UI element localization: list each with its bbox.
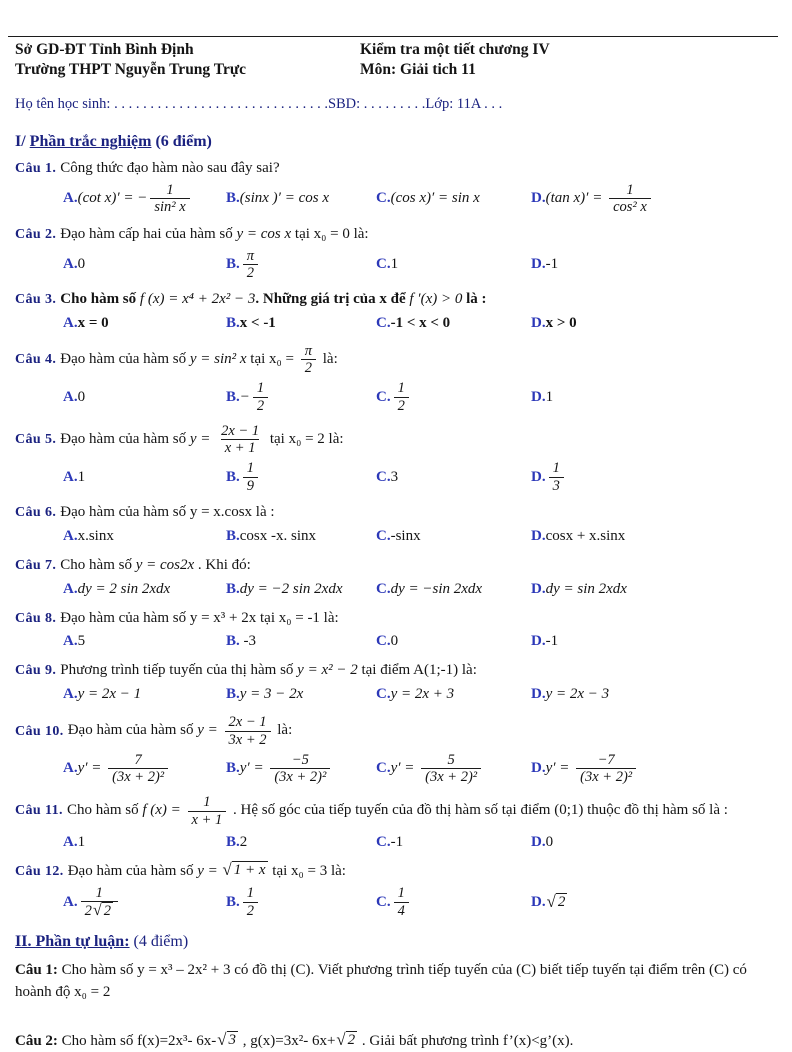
answer-option: B. 2 [226,833,248,850]
radical: √ 2 [92,900,112,919]
answer-options-row [63,683,778,706]
answer-option: B. − $\frac{1}{2}$ [226,379,376,414]
option-letter: D. [531,580,546,597]
answer-option: D. y = 2x − 3 [531,686,610,703]
question [15,608,778,654]
section-1-points: (6 điểm) [151,133,212,151]
answer-options-row [63,379,778,414]
answer-option: D. -1 [531,255,559,272]
answer-option: B. dy = −2 sin 2xdx [226,580,343,597]
question-number: Câu 5. [15,432,57,447]
option-letter: B. [226,190,240,207]
option-letter: A. [63,686,78,703]
section-2-title [15,933,778,951]
question-stem: Câu 9. Phương trình tiếp tuyến của thị hàm số y = x² − 2 tại điểm A(1;-1) là: [15,662,477,679]
question [15,793,778,853]
answer-option: A. 1 [63,468,86,485]
fraction: $\frac{2x - 1}{x + 1}$ [221,422,260,457]
question [15,342,778,415]
question [15,289,778,335]
answer-option: C. 3 [376,468,399,485]
answer-option: C. dy = −sin 2xdx [376,580,483,597]
question [15,555,778,601]
question-stem: Câu 2. Đạo hàm cấp hai của hàm số y = cos x tại x₀ = 0 là: [15,225,369,242]
answer-option: B. x < -1 [226,314,276,331]
fraction: $\frac{1}{9}$ [243,460,258,493]
answer-option: D. 1 [531,388,554,405]
option-letter: D. [531,527,546,544]
option-letter: A. [63,580,78,597]
answer-option: A. 0 [63,255,86,272]
answer-option: D. dy = sin 2xdx [531,580,627,597]
essay-question: Câu 2: Cho hàm số f(x)=2x³- 6x- √ 3 , g(x)=3x²- 6x+ √ 2 . Giải bất phương trình f’(x)<g’(x). [15,1029,574,1049]
answer-option: A. dy = 2 sin 2xdx [63,580,171,597]
option-letter: D. [531,468,546,485]
answer-option: C. 0 [376,633,399,650]
section-1-numeral: I/ [15,133,30,151]
option-letter: A. [63,468,78,485]
question-number: Câu 2. [15,226,57,242]
option-letter: A. [63,190,78,207]
radical: √ 1 + x [222,859,266,879]
option-letter: C. [376,468,391,485]
radical-sign: √ [222,859,232,879]
question-stem: Câu 5. Đạo hàm của hàm số y = $\frac{2x - 1}{x + 1}$ tại x₀ = 2 là: [15,422,344,457]
answer-option: C. -1 < x < 0 [376,314,451,331]
question-number: Câu 10. [15,723,64,739]
radical: √ 2 [546,891,566,911]
answer-option [376,379,531,414]
answer-option: A. 5 [63,633,86,650]
answer-options-row [63,630,778,653]
answer-option [63,884,226,921]
option-letter: D. [531,833,546,850]
option-letter: C. [376,388,391,405]
exam-header [15,40,778,80]
option-letter: C. [376,893,391,910]
answer-option: B. cosx -x. sinx [226,527,317,544]
answer-option: D. y′ = $\frac{-7}{\text{(3x + 2)²}}$ [531,751,778,786]
option-letter: C. [376,633,391,650]
question-stem: Câu 8. Đạo hàm của hàm số y = x³ + 2x tại x₀ = -1 là: [15,609,339,626]
answer-option [376,884,531,919]
question-stem: Câu 3. Cho hàm số f (x) = x⁴ + 2x² − 3. Những giá trị của x để f ′(x) > 0 là : [15,291,487,307]
fraction: $\frac{7}{\text{(3x + 2)²}}$ [108,752,168,785]
option-letter: A. [63,255,78,272]
question [15,158,778,216]
option-letter: A. [63,388,78,405]
answer-options-row [63,884,778,921]
option-letter: D. [531,893,546,910]
section-2-name: II. Phần tự luận: [15,932,130,950]
option-letter: A. [63,833,78,850]
student-info-line: Họ tên học sinh: . . . . . . . . . . . . . . . . . . . . . . . . . . . . . .SBD: . . . . . . . . .Lớp: 11A . . . [15,96,503,113]
exam-subject: Môn: Giải tich 11 [360,61,476,79]
radical-sign: √ [336,1029,346,1049]
question [15,422,778,495]
answer-option: D. 0 [531,833,554,850]
answer-option: D. cosx + x.sinx [531,527,626,544]
essay-question-label: Câu 2: [15,1032,62,1049]
answer-options-row [63,751,778,786]
question-stem: Câu 10. Đạo hàm của hàm số y = $\frac{2x - 1}{3x + 2}$ là: [15,714,293,748]
option-letter: B. [226,314,240,331]
option-letter: C. [376,314,391,331]
option-letter: B. [226,633,240,650]
option-letter: B. [226,686,240,703]
answer-option: A. (cot x)′ = − $\frac{1}{\text{sin² x}}$ [63,181,226,216]
radical-sign: √ [546,891,556,911]
question [15,660,778,706]
question-stem: Câu 11. Cho hàm số f (x) = $\frac{1}{x + 1}$ . Hệ số góc của tiếp tuyến của đồ thị hàm số tại điểm (0;1) thuộc đồ thị hàm số là : [15,794,728,828]
option-letter: C. [376,255,391,272]
essay-list [15,959,778,1052]
option-letter: D. [531,633,546,650]
answer-option: B. y = 3 − 2x [226,686,304,703]
answer-option [226,884,376,919]
option-letter: D. [531,314,546,331]
exam-title: Kiểm tra một tiết chương IV [360,41,550,58]
answer-option: A. 1 [63,833,86,850]
answer-option: C. y = 2x + 3 [376,686,455,703]
answer-options-row [63,247,778,282]
fraction: $\frac{1}{2}$ [394,380,409,413]
fraction: 1 2 √ 2 [81,885,118,920]
fraction: $\frac{\pi}{2}$ [243,248,258,281]
option-letter: D. [531,686,546,703]
fraction: $\frac{1}{2}$ [243,885,258,918]
option-letter: B. [226,388,240,405]
answer-option: C. y′ = $\frac{5}{\text{(3x + 2)²}}$ [376,751,531,786]
question-number: Câu 6. [15,504,57,520]
answer-options-row [63,459,778,494]
option-letter: B. [226,527,240,544]
fraction: $\frac{2x - 1}{3x + 2}$ [225,714,271,747]
essay-question-label: Câu 1: [15,961,62,978]
option-letter: A. [63,633,78,650]
question-number: Câu 1. [15,161,57,177]
question-stem: Câu 1. Công thức đạo hàm nào sau đây sai? [15,160,280,177]
fraction: $\frac{\pi}{2}$ [301,343,316,376]
school-name: Trường THPT Nguyễn Trung Trực [15,61,247,79]
radical-sign: √ [217,1029,227,1049]
fraction: $\frac{1}{2}$ [253,380,268,413]
option-letter: C. [376,686,391,703]
fraction: $\frac{1}{x + 1}$ [188,794,227,827]
answer-option: A. x.sinx [63,527,114,544]
fraction: $\frac{-5}{\text{(3x + 2)²}}$ [270,752,330,785]
question-stem: Câu 4. Đạo hàm của hàm số y = sin² x tại x₀ = $\frac{\pi}{2}$ là: [15,342,338,377]
radical: √ 3 [217,1029,236,1049]
question-number: Câu 11. [15,803,63,819]
option-letter: D. [531,255,546,272]
answer-options-row [63,312,778,335]
essay-question: Câu 1: Cho hàm số y = x³ – 2x² + 3 có đồ thị (C). Viết phương trình tiếp tuyến của (C) biết tiếp tuyến tại điểm trên (C) có hoành độ x₀ = 2 [15,961,747,1001]
option-letter: D. [531,190,546,207]
option-letter: C. [376,580,391,597]
fraction: $\frac{-7}{\text{(3x + 2)²}}$ [576,752,636,785]
question [15,502,778,548]
question [15,861,778,921]
answer-option [226,247,376,282]
option-letter: D. [531,388,546,405]
answer-option: A. y′ = $\frac{7}{\text{(3x + 2)²}}$ [63,751,226,786]
questions-list [15,158,778,920]
answer-option [531,459,778,494]
option-letter: C. [376,527,391,544]
answer-option [531,893,778,911]
option-letter: B. [226,255,240,272]
option-letter: C. [376,760,391,777]
question [15,224,778,282]
fraction: $\frac{5}{\text{(3x + 2)²}}$ [421,752,481,785]
question-stem: Câu 7. Cho hàm số y = cos2x . Khi đó: [15,556,251,573]
answer-option: B. y′ = $\frac{-5}{\text{(3x + 2)²}}$ [226,751,376,786]
question-number: Câu 4. [15,352,57,368]
radical: √ 2 [336,1029,356,1049]
question-number: Câu 7. [15,557,57,573]
answer-option: D. -1 [531,633,559,650]
question-number: Câu 3. [15,292,57,307]
option-letter: D. [531,760,546,777]
answer-option: A. y = 2x − 1 [63,686,142,703]
answer-options-row [63,831,778,854]
option-letter: B. [226,468,240,485]
answer-option: C. -1 [376,833,404,850]
answer-option [226,459,376,494]
option-letter: A. [63,760,78,777]
answer-option: D. (tan x)′ = $\frac{1}{\text{cos² x}}$ [531,181,778,216]
section-1-name: Phần trắc nghiệm [29,133,152,151]
answer-options-row [63,525,778,548]
option-letter: C. [376,190,391,207]
answer-option: D. x > 0 [531,314,577,331]
fraction: $\frac{1}{\text{sin² x}}$ [150,182,189,215]
fraction: $\frac{1}{\text{cos² x}}$ [609,182,651,215]
option-letter: C. [376,833,391,850]
answer-option: C. (cos x)′ = sin x [376,190,480,207]
question-stem: Câu 6. Đạo hàm của hàm số y = x.cosx là : [15,503,275,520]
answer-option: A. 0 [63,388,86,405]
answer-option: B. (sinx )′ = cos x [226,190,329,207]
section-2-points: (4 điểm) [129,932,189,950]
answer-option: C. 1 [376,255,399,272]
section-1-title [15,133,778,151]
answer-option: C. -sinx [376,527,421,544]
question-stem: Câu 12. Đạo hàm của hàm số y = √ 1 + x tại x₀ = 3 là: [15,859,346,879]
fraction: $\frac{1}{4}$ [394,885,409,918]
answer-option: B. -3 [226,633,257,650]
option-letter: A. [63,314,78,331]
top-divider [8,36,778,37]
answer-options-row [63,578,778,601]
fraction: $\frac{1}{3}$ [549,460,564,493]
option-letter: A. [63,527,78,544]
option-letter: B. [226,580,240,597]
option-letter: B. [226,833,240,850]
school-department: Sở GD-ĐT Tỉnh Bình Định [15,41,194,58]
question-number: Câu 9. [15,663,57,679]
option-letter: A. [63,893,78,910]
answer-option: A. x = 0 [63,314,109,331]
question-number: Câu 8. [15,610,57,626]
question-number: Câu 12. [15,863,64,879]
option-letter: B. [226,893,240,910]
option-letter: B. [226,760,240,777]
radical-sign: √ [92,900,102,919]
answer-options-row [63,181,778,216]
question [15,713,778,786]
